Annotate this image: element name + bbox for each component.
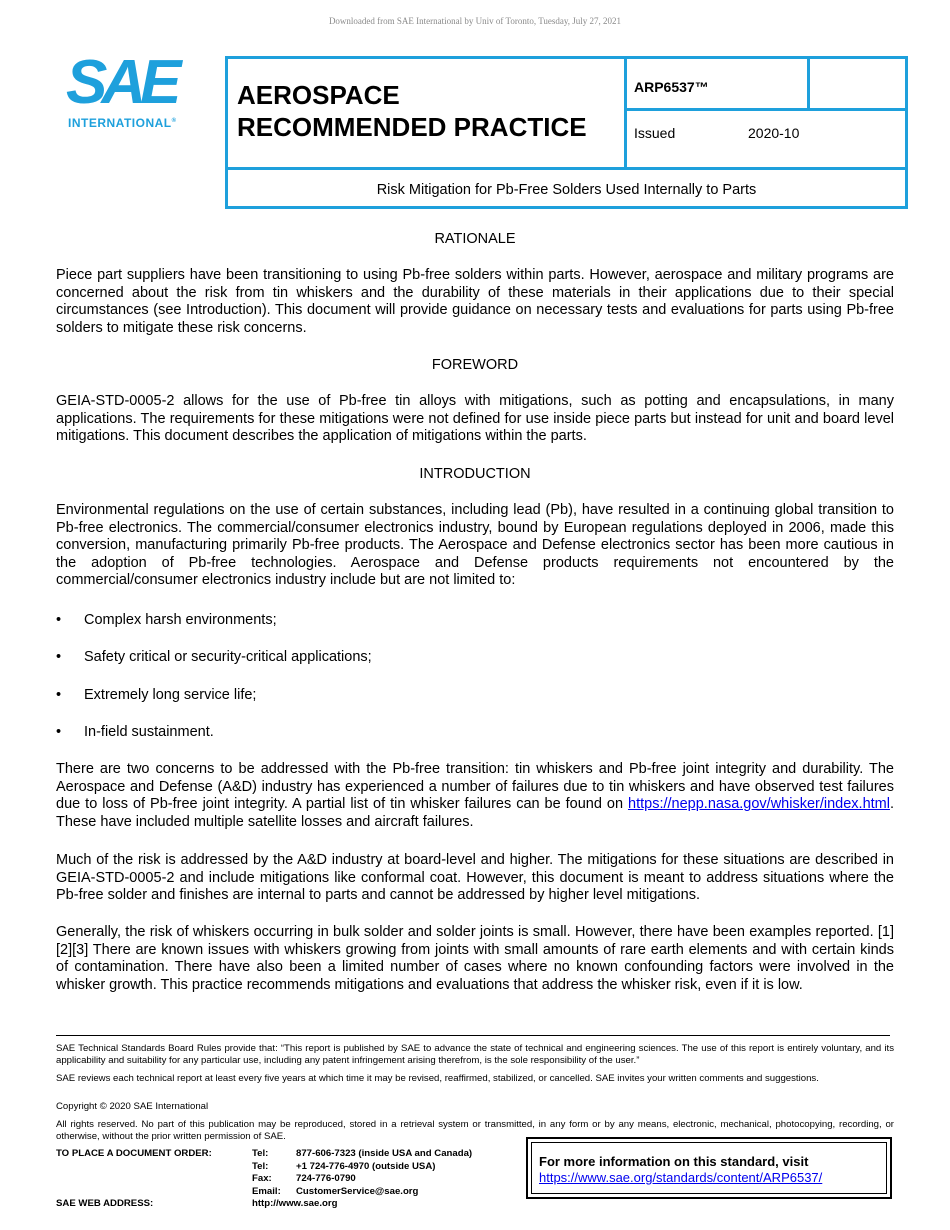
header-title-cell [228, 59, 627, 167]
rationale-heading: RATIONALE [434, 231, 516, 247]
bullet-icon: • [56, 649, 62, 665]
customer-service-email[interactable]: CustomerService@sae.org [296, 1185, 419, 1197]
footer-copyright: Copyright © 2020 SAE International [56, 1101, 209, 1112]
order-contacts [252, 1148, 522, 1198]
issued-date: 2020-10 [748, 125, 800, 141]
introduction-heading: INTRODUCTION [419, 466, 531, 482]
order-label: TO PLACE A DOCUMENT ORDER: [56, 1148, 212, 1159]
introduction-paragraph-3: Much of the risk is addressed by the A&D industry at board-level and higher. The mitigations for these situations are described in GEIA-STD-0005-2 and include mitigations like conformal coat. However, this document is meant to address situations where the Pb-free solder and finishes are internal to parts and cannot be addressed by higher level mitigations. [56, 852, 894, 903]
rationale-text: Piece part suppliers have been transitioning to using Pb-free solders within parts. However, aerospace and military programs are concerned about the risk from tin whiskers and the durability of these materials in their applications due to their special circumstances (see Introduction). This document will provide guidance on necessary tests and evaluations for parts using Pb-free solders to mitigate these risk concerns. [56, 267, 894, 336]
foreword-text: GEIA-STD-0005-2 allows for the use of Pb-free tin alloys with mitigations, such as potting and encapsulations, in many applications. The requirements for these mitigations were not defined for use inside piece parts but instead for unit and board level mitigations. This document describes the application of mitigations within the parts. [56, 393, 894, 444]
bullet-icon: • [56, 612, 62, 628]
nasa-whisker-link[interactable]: https://nepp.nasa.gov/whisker/index.html [628, 796, 890, 812]
contact-row: Tel: +1 724-776-4970 (outside USA) [252, 1160, 436, 1172]
web-address-label: SAE WEB ADDRESS: [56, 1198, 154, 1209]
issued-label: Issued [634, 125, 676, 141]
document-header [225, 56, 908, 209]
footer-rules-text: SAE Technical Standards Board Rules provide that: “This report is published by SAE to advance the state of technical and engineering sciences. The use of this report is entirely voluntary, and its applicability and suitability for any particular use, including any patent infringement arising therefrom, is the sole responsibility of the user.” [56, 1043, 894, 1066]
introduction-paragraph-2: There are two concerns to be addressed with the Pb-free transition: tin whiskers and Pb-free joint integrity and durability. The Aerospace and Defense (A&D) industry has experienced a number of failures due to tin whiskers and have observed test failures due to loss of Pb-free joint integrity. A partial list of tin whisker failures can be found on https://nepp.nasa.gov/whisker/index.html. These have included multiple satellite losses and aircraft failures. [56, 761, 894, 830]
document-number: ARP6537™ [634, 79, 709, 95]
footer-review-text: SAE reviews each technical report at least every five years at which time it may be revised, reaffirmed, stabilized, or cancelled. SAE invites your written comments and suggestions. [56, 1073, 819, 1084]
header-empty-cell [810, 59, 905, 111]
introduction-paragraph-1: Environmental regulations on the use of certain substances, including lead (Pb), have resulted in a continuing global transition to Pb-free electronics. The commercial/consumer electronics industry, bound by European regulations deployed in 2006, made this conversion, manufacturing primarily Pb-free products. The Aerospace and Defense electronics sector has been more cautious in the adoption of Pb-free technologies. Aerospace and Defense products requirements not encountered by the commercial/consumer electronics industry include but are not limited to: [56, 502, 894, 588]
web-address-link[interactable]: http://www.sae.org [252, 1198, 338, 1209]
sae-logo [62, 48, 192, 132]
introduction-paragraph-4: Generally, the risk of whiskers occurring in bulk solder and solder joints is small. However, there have been examples reported. [1][2][3] There are known issues with whiskers growing from joints with small amounts of rare earth elements and with certain kinds of contamination. There have also been a limited number of cases where no known confounding factors were involved in the whisker growth. This practice recommends mitigations and evaluations that address the whisker risk, even if it is low. [56, 924, 894, 993]
contact-row: Tel: 877-606-7323 (inside USA and Canada) [252, 1148, 473, 1159]
header-meta-cell [627, 59, 905, 167]
standard-info-link[interactable]: https://www.sae.org/standards/content/ARP6537/ [539, 1170, 823, 1185]
document-type-title: AEROSPACE RECOMMENDED PRACTICE [237, 80, 587, 142]
foreword-heading: FOREWORD [431, 357, 519, 373]
standard-info-box [526, 1137, 892, 1199]
document-title: Risk Mitigation for Pb-Free Solders Used Internally to Parts [376, 182, 757, 198]
sae-logo-letters: SAE [66, 48, 176, 117]
contact-row: Fax: 724-776-0790 [252, 1173, 356, 1184]
download-note: Downloaded from SAE International by Univ of Toronto, Tuesday, July 27, 2021 [328, 16, 622, 26]
contact-row: Email: CustomerService@sae.org [252, 1185, 419, 1197]
footer-rights-text: All rights reserved. No part of this publication may be reproduced, stored in a retrieval system or transmitted, in any form or by any means, electronic, mechanical, photocopying, recording, or otherwise, without the prior written permission of SAE. [56, 1119, 894, 1142]
standard-info-title: For more information on this standard, visit [539, 1154, 809, 1169]
sae-logo-subtitle: INTERNATIONAL® [68, 116, 177, 130]
bullet-icon: • [56, 724, 62, 740]
bullet-icon: • [56, 687, 62, 703]
footer-divider [56, 1035, 890, 1036]
